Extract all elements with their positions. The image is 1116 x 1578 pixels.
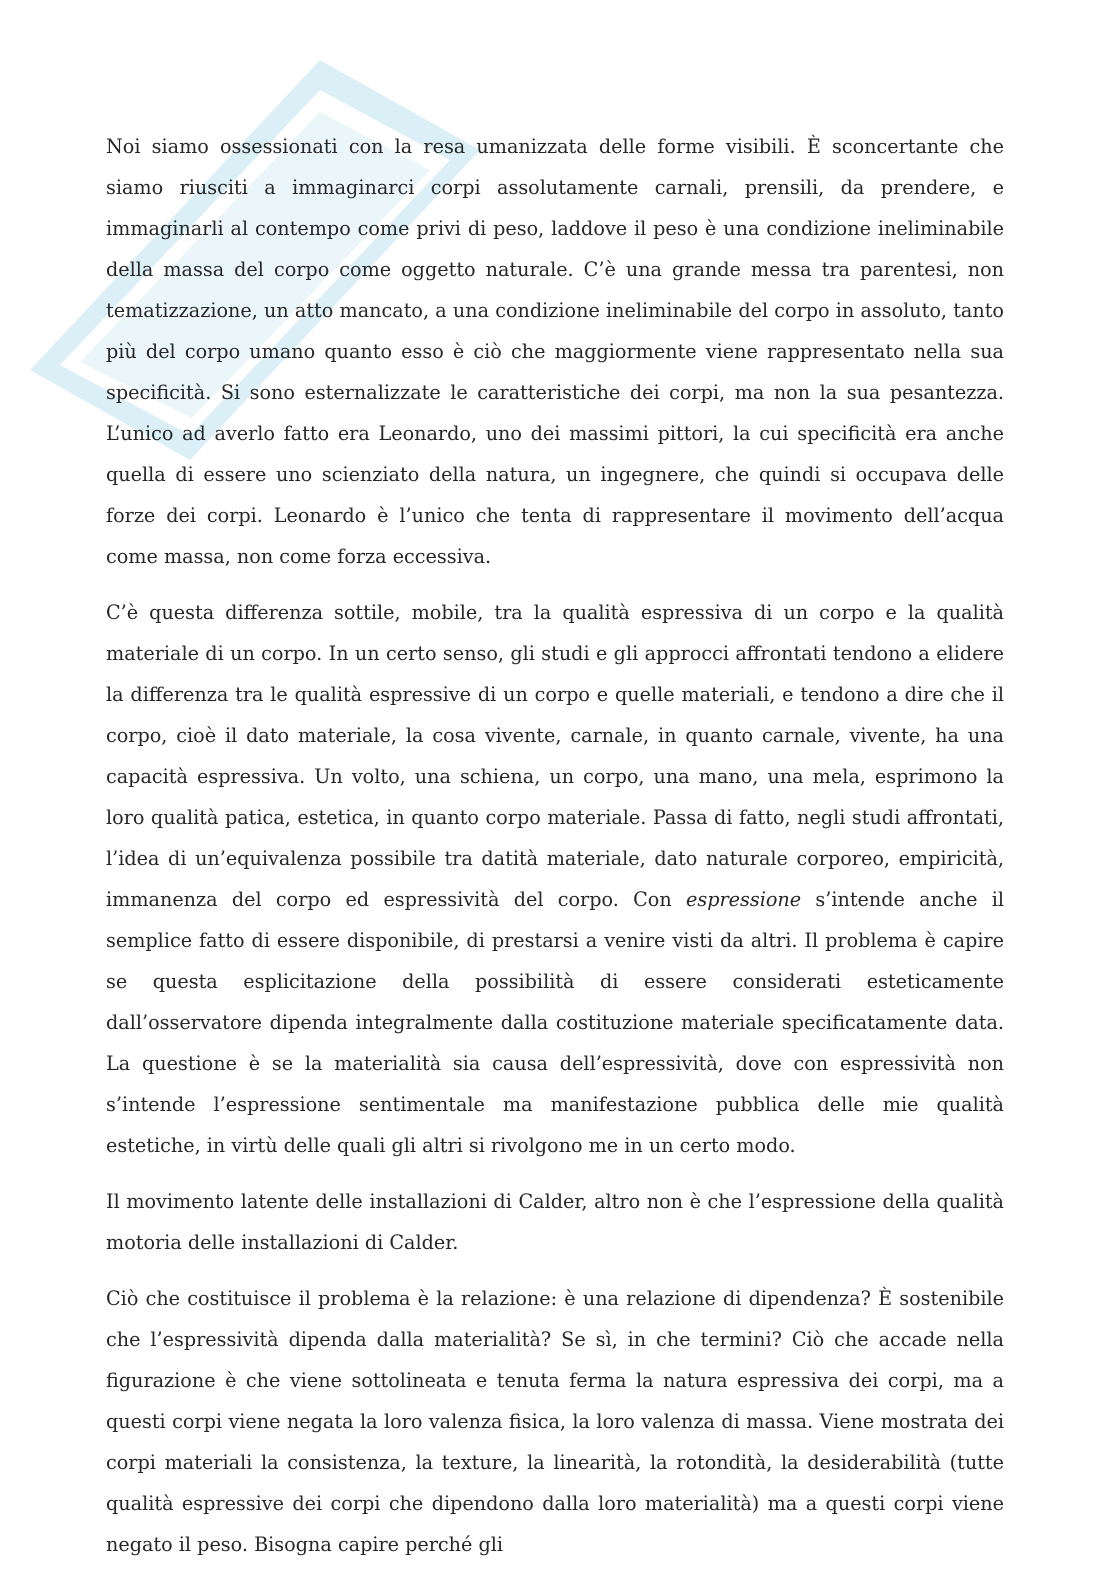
paragraph-2-part-1: C’è questa differenza sottile, mobile, tra la qualità espressiva di un corpo e la qualità materiale di un corpo. In un certo senso, gli studi e gli approcci affrontati tendono a elidere la differenza tra le qualità espressive di un corpo e quelle materiali, e tendono a dire che il corpo, cioè il dato materiale, la cosa vivente, carnale, in quanto carnale, vivente, ha una capacità espressiva. Un volto, una schiena, un corpo, una mano, una mela, esprimono la loro qualità patica, estetica, in quanto corpo materiale. Passa di fatto, negli studi affrontati, l’idea di un’equivalenza possibile tra datità materiale, dato naturale corporeo, empiricità, immanenza del corpo ed espressività del corpo. Con <box>106 601 1004 911</box>
document-body <box>106 126 1004 1578</box>
paragraph-4: Ciò che costituisce il problema è la relazione: è una relazione di dipendenza? È sostenibile che l’espressività dipenda dalla materialità? Se sì, in che termini? Ciò che accade nella figurazione è che viene sottolineata e tenuta ferma la natura espressiva dei corpi, ma a questi corpi viene negata la loro valenza fisica, la loro valenza di massa. Viene mostrata dei corpi materiali la consistenza, la texture, la linearità, la rotondità, la desiderabilità (tutte qualità espressive dei corpi che dipendono dalla loro materialità) ma a questi corpi viene negato il peso. Bisogna capire perché gli <box>106 1287 1004 1556</box>
paragraph-3: Il movimento latente delle installazioni di Calder, altro non è che l’espressione della qualità motoria delle installazioni di Calder. <box>106 1190 1004 1254</box>
paragraph-2 <box>106 592 1004 1166</box>
emphasis-espressione: espressione <box>686 888 802 911</box>
paragraph-2-part-2: s’intende anche il semplice fatto di essere disponibile, di prestarsi a venire visti da altri. Il problema è capire se questa esplicitazione della possibilità di essere considerati esteticamente dall’osservatore dipenda integralmente dalla costituzione materiale specificatamente data. La questione è se la materialità sia causa dell’espressività, dove con espressività non s’intende l’espressione sentimentale ma manifestazione pubblica delle mie qualità estetiche, in virtù delle quali gli altri si rivolgono me in un certo modo. <box>106 888 1004 1157</box>
paragraph-1: Noi siamo ossessionati con la resa umanizzata delle forme visibili. È sconcertante che siamo riusciti a immaginarci corpi assolutamente carnali, prensili, da prendere, e immaginarli al contempo come privi di peso, laddove il peso è una condizione ineliminabile della massa del corpo come oggetto naturale. C’è una grande messa tra parentesi, non tematizzazione, un atto mancato, a una condizione ineliminabile del corpo in assoluto, tanto più del corpo umano quanto esso è ciò che maggiormente viene rappresentato nella sua specificità. Si sono esternalizzate le caratteristiche dei corpi, ma non la sua pesantezza. L’unico ad averlo fatto era Leonardo, uno dei massimi pittori, la cui specificità era anche quella di essere uno scienziato della natura, un ingegnere, che quindi si occupava delle forze dei corpi. Leonardo è l’unico che tenta di rappresentare il movimento dell’acqua come massa, non come forza eccessiva. <box>106 135 1004 568</box>
